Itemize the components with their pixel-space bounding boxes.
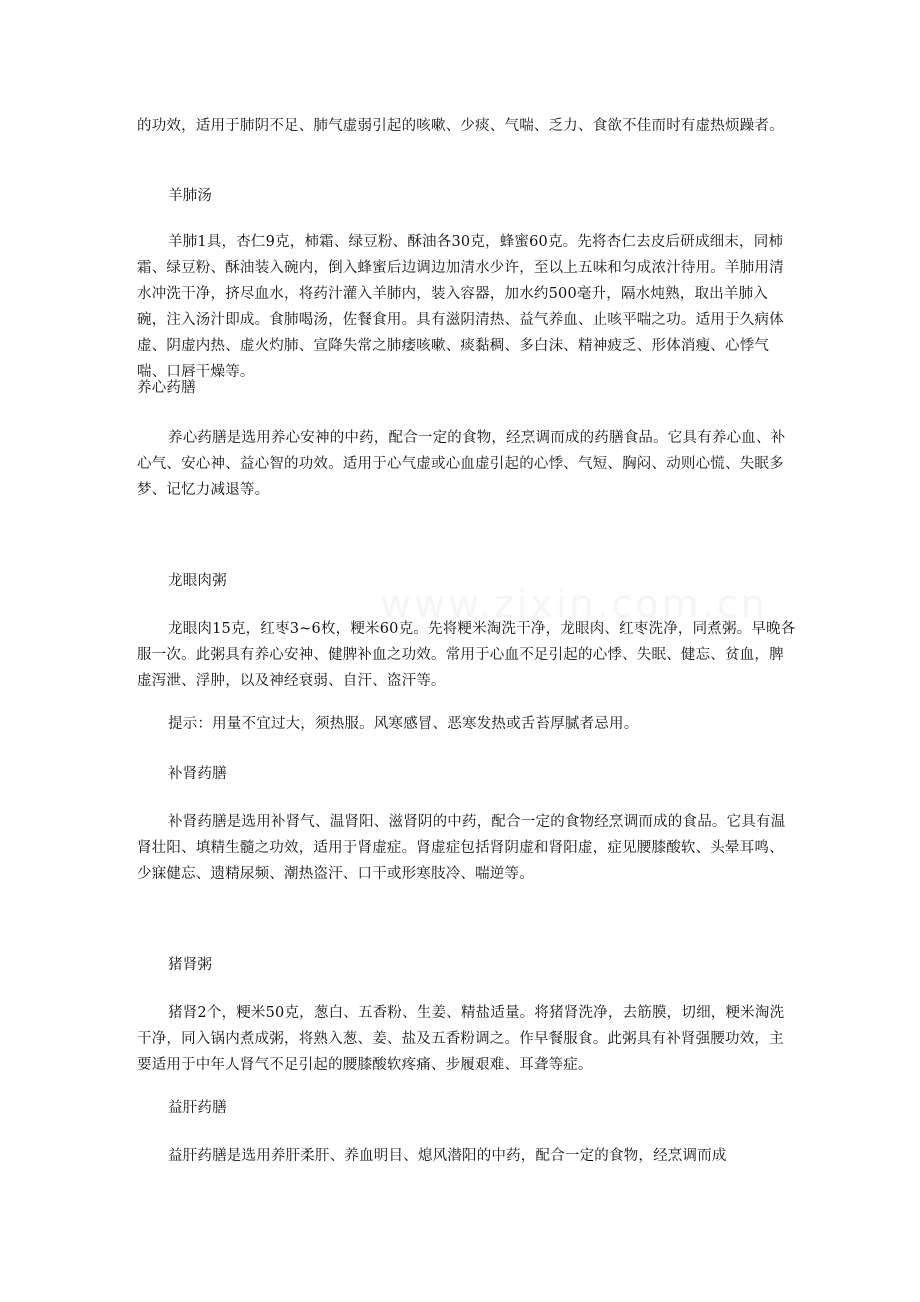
- heading-yangxin-yaoshan: 养心药膳: [137, 380, 196, 396]
- paragraph-tishi: 提示：用量不宜过大，须热服。风寒感冒、恶寒发热或舌苔厚腻者忌用。: [168, 716, 639, 732]
- heading-bushen-yaoshan: 补肾药膳: [168, 766, 227, 782]
- heading-yangfei-tang: 羊肺汤: [168, 188, 213, 204]
- paragraph-yangfei-tang: 羊肺1具，杏仁9克，柿霜、绿豆粉、酥油各30克，蜂蜜60克。先将杏仁去皮后研成细末，同柿霜、绿豆粉、酥油装入碗内，倒入蜂蜜后边调边加清水少许，至以上五味和匀成浓汁待用。羊肺用清水冲洗干净，挤尽血水，将药汁灌入羊肺内，装入容器，加水约500毫升，隔水炖熟，取出羊肺入碗，注入汤汁即成。食肺喝汤，佐餐食用。具有滋阴清热、益气养血、止咳平喘之功。适用于久病体虚、阴虚内热、虚火灼肺、宣降失常之肺痿咳嗽、痰黏稠、多白沫、精神疲乏、形体消瘦、心悸气喘、口唇干燥等。: [137, 234, 784, 380]
- paragraph-yigan-yaoshan: 益肝药膳是选用养肝柔肝、养血明目、熄风潜阳的中药，配合一定的食物，经烹调而成: [168, 1148, 727, 1164]
- paragraph-continuation: 的功效，适用于肺阴不足、肺气虚弱引起的咳嗽、少痰、气喘、乏力、食欲不佳而时有虚热烦躁者。: [137, 118, 784, 134]
- heading-zhushen-zhou: 猪肾粥: [168, 957, 213, 973]
- watermark: www.zixin.com.cn: [380, 582, 768, 626]
- paragraph-zhushen-zhou: 猪肾2个，粳米50克，葱白、五香粉、生姜、精盐适量。将猪肾洗净，去筋膜，切细，粳米淘洗干净，同入锅内煮成粥，将熟入葱、姜、盐及五香粉调之。作早餐服食。此粥具有补肾强腰功效，主要适用于中年人肾气不足引起的腰膝酸软疼痛、步履艰难、耳聋等症。: [137, 1005, 785, 1073]
- heading-longyanrou-zhou: 龙眼肉粥: [168, 573, 227, 589]
- paragraph-yangxin-yaoshan: 养心药膳是选用养心安神的中药，配合一定的食物，经烹调而成的药膳食品。它具有养心血、补心气、安心神、益心智的功效。适用于心气虚或心血虚引起的心悸、气短、胸闷、动则心慌、失眠多梦、记忆力减退等。: [137, 430, 786, 498]
- paragraph-longyanrou-zhou: 龙眼肉15克，红枣3~6枚，粳米60克。先将粳米淘洗干净，龙眼肉、红枣洗净，同煮粥。早晚各服一次。此粥具有养心安神、健脾补血之功效。常用于心血不足引起的心悸、失眠、健忘、贫血，脾虚泻泄、浮肿，以及神经衰弱、自汗、盗汗等。: [137, 621, 796, 689]
- heading-yigan-yaoshan: 益肝药膳: [168, 1100, 227, 1116]
- paragraph-bushen-yaoshan: 补肾药膳是选用补肾气、温肾阳、滋肾阴的中药，配合一定的食物经烹调而成的食品。它具有温肾壮阳、填精生髓之功效，适用于肾虚症。肾虚症包括肾阴虚和肾阳虚，症见腰膝酸软、头晕耳鸣、少寐健忘、遗精尿频、潮热盗汗、口干或形寒肢冷、喘逆等。: [137, 814, 786, 882]
